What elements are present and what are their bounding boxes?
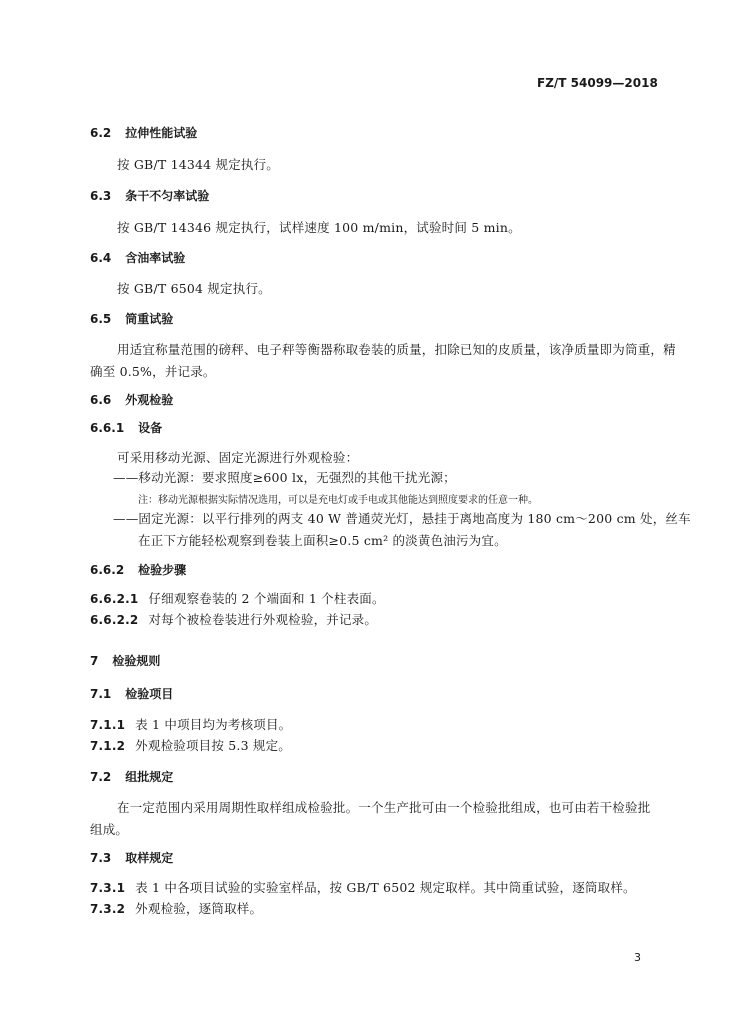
section-title: 条干不匀率试验 [125, 189, 210, 203]
heading-6-4 [90, 249, 185, 266]
paragraph-6-6-1-intro: 可采用移动光源、固定光源进行外观检验： [117, 450, 359, 465]
heading-6-2 [90, 124, 197, 141]
section-number: 7.1 [90, 687, 112, 701]
section-title: 取样规定 [125, 851, 174, 865]
section-number: 6.2 [90, 126, 112, 140]
clause-7-1-2 [90, 736, 291, 754]
list-item-fixed-light-line-1: ——固定光源：以平行排列的两支 40 W 普通荧光灯，悬挂于离地高度为 180 cm～200 cm 处，丝车 [113, 511, 691, 526]
clause-number: 7.3.2 [90, 902, 126, 916]
heading-6-5 [90, 310, 173, 327]
clause-text: 对每个被检卷装进行外观检验，并记录。 [148, 612, 378, 627]
clause-text: 表 1 中项目均为考核项目。 [135, 717, 292, 732]
page-number: 3 [634, 951, 641, 964]
clause-7-3-1 [90, 878, 636, 896]
paragraph-7-2-line-1: 在一定范围内采用周期性取样组成检验批。一个生产批可由一个检验批组成，也可由若干检验批 [117, 800, 651, 815]
clause-text: 外观检验，逐筒取样。 [135, 901, 263, 916]
section-number: 6.5 [90, 312, 112, 326]
clause-number: 7.3.1 [90, 881, 126, 895]
section-title: 检验项目 [125, 687, 174, 701]
section-title: 设备 [138, 421, 163, 435]
clause-6-6-2-2 [90, 610, 377, 628]
paragraph-6-5-line-1: 用适宜称量范围的磅秤、电子秤等衡器称取卷装的质量，扣除已知的皮质量，该净质量即为筒重，精 [117, 342, 676, 357]
clause-number: 7.1.2 [90, 739, 126, 753]
clause-number: 6.6.2.1 [90, 592, 139, 606]
section-number: 7.2 [90, 770, 112, 784]
section-title: 检验步骤 [138, 563, 187, 577]
clause-text: 仔细观察卷装的 2 个端面和 1 个柱表面。 [148, 591, 385, 606]
section-number: 6.3 [90, 189, 112, 203]
list-item-mobile-light: ——移动光源：要求照度≥600 lx，无强烈的其他干扰光源； [113, 470, 456, 485]
section-title: 检验规则 [112, 654, 161, 668]
section-title: 含油率试验 [125, 251, 186, 265]
section-title: 筒重试验 [125, 312, 174, 326]
clause-text: 外观检验项目按 5.3 规定。 [135, 738, 291, 753]
section-number: 6.6.1 [90, 421, 125, 435]
list-item-fixed-light-line-2: 在正下方能轻松观察到卷装上面积≥0.5 cm² 的淡黄色油污为宜。 [138, 533, 507, 548]
heading-7 [90, 652, 160, 669]
clause-text: 表 1 中各项目试验的实验室样品，按 GB/T 6502 规定取样。其中筒重试验，逐筒取样。 [135, 880, 636, 895]
section-title: 拉伸性能试验 [125, 126, 198, 140]
paragraph-6-4: 按 GB/T 6504 规定执行。 [117, 281, 271, 296]
section-title: 组批规定 [125, 770, 174, 784]
heading-6-6-2 [90, 561, 186, 578]
section-title: 外观检验 [125, 393, 174, 407]
clause-6-6-2-1 [90, 589, 385, 607]
document-id: FZ/T 54099—2018 [537, 76, 658, 90]
heading-6-6-1 [90, 419, 162, 436]
clause-7-3-2 [90, 899, 262, 917]
section-number: 7 [90, 654, 99, 668]
paragraph-6-3: 按 GB/T 14346 规定执行，试样速度 100 m/min，试验时间 5 min。 [117, 220, 521, 235]
clause-number: 6.6.2.2 [90, 613, 139, 627]
heading-7-3 [90, 849, 173, 866]
clause-number: 7.1.1 [90, 718, 126, 732]
section-number: 7.3 [90, 851, 112, 865]
section-number: 6.6 [90, 393, 112, 407]
note-mobile-light: 注：移动光源根据实际情况选用，可以是充电灯或手电或其他能达到照度要求的任意一种。 [138, 495, 538, 506]
paragraph-7-2-line-2: 组成。 [90, 822, 129, 837]
heading-6-6 [90, 391, 173, 408]
heading-7-1 [90, 685, 173, 702]
paragraph-6-2: 按 GB/T 14344 规定执行。 [117, 157, 280, 172]
section-number: 6.6.2 [90, 563, 125, 577]
section-number: 6.4 [90, 251, 112, 265]
clause-7-1-1 [90, 715, 291, 733]
heading-6-3 [90, 187, 209, 204]
heading-7-2 [90, 768, 173, 785]
paragraph-6-5-line-2: 确至 0.5%，并记录。 [90, 364, 216, 379]
